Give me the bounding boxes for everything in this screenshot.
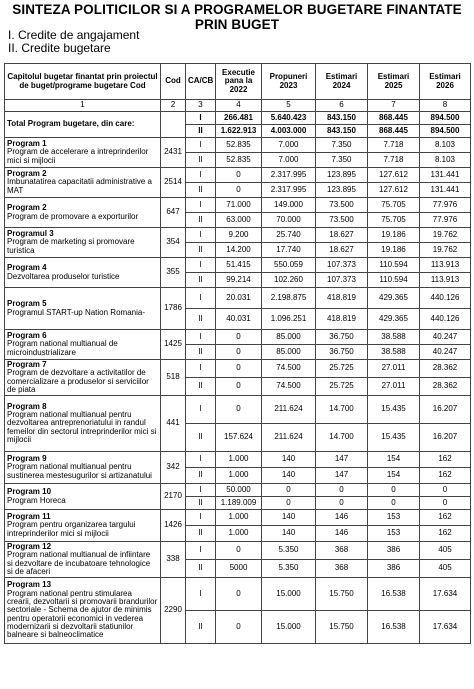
credit-type: I (186, 168, 216, 183)
estimari-2025-value: 429.365 (368, 288, 420, 309)
table-row (5, 360, 471, 378)
executie-value: 1.000 (216, 452, 262, 468)
estimari-2025-value: 27.011 (368, 378, 420, 396)
program-code: 338 (161, 542, 186, 578)
program-title: Program 9 (7, 453, 47, 463)
estimari-2024-value: 15.750 (316, 611, 368, 644)
estimari-2026-value: 0 (420, 484, 471, 497)
propuneri-value: 2.317.995 (262, 183, 316, 198)
propuneri-value: 15.000 (262, 611, 316, 644)
estimari-2025-value: 16.538 (368, 578, 420, 611)
estimari-2024-value: 147 (316, 452, 368, 468)
estimari-2025-value: 75.705 (368, 198, 420, 213)
executie-value: 40.031 (216, 309, 262, 330)
estimari-2026-value: 40.247 (420, 330, 471, 345)
estimari-2026-value: 162 (420, 452, 471, 468)
program-description: Program pentru organizarea targului intreprinderilor mici si mijlocii (7, 520, 136, 538)
table-row (5, 288, 471, 309)
propuneri-value: 17.740 (262, 243, 316, 258)
table-row (5, 484, 471, 497)
estimari-2025-value: 110.594 (368, 273, 420, 288)
subtitle-credite-bugetare: II. Credite bugetare (8, 41, 111, 55)
program-code: 2170 (161, 484, 186, 510)
estimari-2025-value: 127.612 (368, 183, 420, 198)
column-number: 2 (161, 100, 186, 112)
estimari-2024-value: 18.627 (316, 243, 368, 258)
estimari-2025-value: 15.435 (368, 396, 420, 424)
propuneri-value: 25.740 (262, 228, 316, 243)
program-title: Program 5 (7, 299, 47, 309)
executie-value: 1.000 (216, 510, 262, 526)
program-name-cell (5, 360, 161, 396)
table-row (5, 542, 471, 560)
program-code: 355 (161, 258, 186, 288)
program-name-cell (5, 112, 161, 138)
estimari-2024-value: 123.895 (316, 183, 368, 198)
estimari-2026-value: 8.103 (420, 138, 471, 153)
program-description: Program Horeca (7, 495, 66, 505)
executie-value: 14.200 (216, 243, 262, 258)
estimari-2026-value: 28.362 (420, 360, 471, 378)
estimari-2024-value: 123.895 (316, 168, 368, 183)
credit-type: II (186, 345, 216, 360)
executie-value: 0 (216, 360, 262, 378)
program-name-cell (5, 542, 161, 578)
program-name-cell (5, 168, 161, 198)
program-code: 1425 (161, 330, 186, 360)
executie-value: 63.000 (216, 213, 262, 228)
estimari-2024-value: 15.750 (316, 578, 368, 611)
program-code: 1426 (161, 510, 186, 542)
table-row (5, 510, 471, 526)
program-title: Program 6 (7, 330, 47, 340)
estimari-2025-value: 868.445 (368, 125, 420, 138)
estimari-2025-value: 0 (368, 484, 420, 497)
estimari-2024-value: 418.819 (316, 309, 368, 330)
propuneri-value: 85.000 (262, 345, 316, 360)
credit-type: I (186, 112, 216, 125)
credit-type: I (186, 258, 216, 273)
estimari-2026-value: 894.500 (420, 125, 471, 138)
propuneri-value: 1.096.251 (262, 309, 316, 330)
estimari-2025-value: 15.435 (368, 424, 420, 452)
program-name-cell (5, 396, 161, 452)
propuneri-value: 140 (262, 510, 316, 526)
executie-value: 0 (216, 396, 262, 424)
estimari-2025-value: 19.186 (368, 228, 420, 243)
estimari-2025-value: 0 (368, 497, 420, 510)
estimari-2024-value: 146 (316, 510, 368, 526)
credit-type: I (186, 288, 216, 309)
program-title: Programul 3 (7, 228, 54, 238)
propuneri-value: 140 (262, 526, 316, 542)
program-title: Program 2 (7, 168, 47, 178)
column-number: 4 (216, 100, 262, 112)
estimari-2024-value: 0 (316, 484, 368, 497)
credit-type: I (186, 542, 216, 560)
estimari-2026-value: 131.441 (420, 168, 471, 183)
program-name-cell (5, 138, 161, 168)
estimari-2024-value: 18.627 (316, 228, 368, 243)
propuneri-value: 5.640.423 (262, 112, 316, 125)
credit-type: II (186, 153, 216, 168)
executie-value: 50.000 (216, 484, 262, 497)
estimari-2024-value: 7.350 (316, 153, 368, 168)
estimari-2026-value: 40.247 (420, 345, 471, 360)
propuneri-value: 2.317.995 (262, 168, 316, 183)
program-code: 1786 (161, 288, 186, 330)
column-number: 7 (368, 100, 420, 112)
table-row (5, 330, 471, 345)
program-title: Program 2 (7, 203, 47, 213)
program-name-cell (5, 258, 161, 288)
program-title: Program 11 (7, 511, 51, 521)
program-code: 2514 (161, 168, 186, 198)
estimari-2026-value: 113.913 (420, 273, 471, 288)
program-name-cell (5, 198, 161, 228)
credit-type: II (186, 309, 216, 330)
credit-type: I (186, 396, 216, 424)
propuneri-value: 15.000 (262, 578, 316, 611)
executie-value: 20.031 (216, 288, 262, 309)
propuneri-value: 550.059 (262, 258, 316, 273)
estimari-2024-value: 843.150 (316, 112, 368, 125)
column-number: 5 (262, 100, 316, 112)
program-name-cell (5, 330, 161, 360)
credit-type: II (186, 243, 216, 258)
estimari-2025-value: 153 (368, 526, 420, 542)
column-number: 1 (5, 100, 161, 112)
header-cod: Cod (161, 64, 186, 100)
credit-type: II (186, 378, 216, 396)
estimari-2024-value: 843.150 (316, 125, 368, 138)
propuneri-value: 0 (262, 497, 316, 510)
column-number: 8 (420, 100, 471, 112)
estimari-2024-value: 36.750 (316, 330, 368, 345)
estimari-2025-value: 386 (368, 560, 420, 578)
credit-type: I (186, 578, 216, 611)
propuneri-value: 149.000 (262, 198, 316, 213)
program-name-cell (5, 288, 161, 330)
executie-value: 1.622.913 (216, 125, 262, 138)
program-description: Program national pentru stimularea crearii, dezvoltarii si promovarii brandurilor sectoriale - Schema de ajutor de minimis pentru operatorii economici in vederea modernizarii si dezvoltarii statiunilor balneare si balneoclimatice (7, 588, 158, 640)
program-description: Program national multianual de infiintare si dezvoltare de incubatoare tehnologice si de afaceri (7, 550, 151, 576)
credit-type: II (186, 468, 216, 484)
executie-value: 0 (216, 183, 262, 198)
estimari-2026-value: 19.762 (420, 243, 471, 258)
executie-value: 99.214 (216, 273, 262, 288)
executie-value: 0 (216, 578, 262, 611)
table-row (5, 112, 471, 125)
program-name-cell (5, 578, 161, 644)
estimari-2026-value: 440.126 (420, 288, 471, 309)
estimari-2026-value: 77.976 (420, 213, 471, 228)
credit-type: I (186, 360, 216, 378)
estimari-2026-value: 131.441 (420, 183, 471, 198)
program-name-cell (5, 510, 161, 542)
executie-value: 9.200 (216, 228, 262, 243)
estimari-2026-value: 440.126 (420, 309, 471, 330)
estimari-2025-value: 429.365 (368, 309, 420, 330)
executie-value: 1.189.009 (216, 497, 262, 510)
executie-value: 0 (216, 168, 262, 183)
program-code: 647 (161, 198, 186, 228)
estimari-2026-value: 17.634 (420, 611, 471, 644)
executie-value: 0 (216, 542, 262, 560)
estimari-2025-value: 27.011 (368, 360, 420, 378)
estimari-2026-value: 16.207 (420, 424, 471, 452)
credit-type: II (186, 125, 216, 138)
estimari-2024-value: 107.373 (316, 273, 368, 288)
credit-type: I (186, 484, 216, 497)
propuneri-value: 140 (262, 468, 316, 484)
credit-type: II (186, 611, 216, 644)
credit-type: I (186, 510, 216, 526)
header-executie: Executie pana la 2022 (216, 64, 262, 100)
subtitle-credite-angajament: I. Credite de angajament (8, 28, 140, 42)
estimari-2024-value: 25.725 (316, 378, 368, 396)
program-description: Programul START-up Nation Romania- (7, 307, 145, 317)
estimari-2025-value: 7.718 (368, 153, 420, 168)
estimari-2025-value: 153 (368, 510, 420, 526)
executie-value: 1.000 (216, 526, 262, 542)
credit-type: I (186, 198, 216, 213)
table-row (5, 258, 471, 273)
estimari-2025-value: 868.445 (368, 112, 420, 125)
executie-value: 51.415 (216, 258, 262, 273)
propuneri-value: 140 (262, 452, 316, 468)
credit-type: II (186, 560, 216, 578)
estimari-2024-value: 14.700 (316, 424, 368, 452)
program-title: Program 7 (7, 359, 47, 369)
estimari-2024-value: 368 (316, 542, 368, 560)
credit-type: II (186, 424, 216, 452)
program-code: 354 (161, 228, 186, 258)
program-title: Program 13 (7, 580, 52, 590)
document-title: SINTEZA POLITICILOR SI A PROGRAMELOR BUGETARE FINANTATE PRIN BUGET (12, 2, 462, 32)
header-row (5, 64, 471, 100)
column-number-row (5, 100, 471, 112)
header-propuneri: Propuneri 2023 (262, 64, 316, 100)
header-cacb: CA/CB (186, 64, 216, 100)
estimari-2024-value: 73.500 (316, 213, 368, 228)
estimari-2024-value: 107.373 (316, 258, 368, 273)
program-name-cell (5, 452, 161, 484)
propuneri-value: 4.003.000 (262, 125, 316, 138)
propuneri-value: 85.000 (262, 330, 316, 345)
table-row (5, 578, 471, 611)
estimari-2025-value: 16.538 (368, 611, 420, 644)
table-row (5, 198, 471, 213)
program-name-cell (5, 484, 161, 510)
credit-type: II (186, 273, 216, 288)
estimari-2026-value: 405 (420, 560, 471, 578)
estimari-2025-value: 75.705 (368, 213, 420, 228)
header-estimari-2024: Estimari 2024 (316, 64, 368, 100)
estimari-2026-value: 162 (420, 468, 471, 484)
column-number: 6 (316, 100, 368, 112)
estimari-2026-value: 405 (420, 542, 471, 560)
estimari-2026-value: 162 (420, 526, 471, 542)
table-row (5, 452, 471, 468)
credit-type: I (186, 138, 216, 153)
estimari-2026-value: 0 (420, 497, 471, 510)
estimari-2025-value: 127.612 (368, 168, 420, 183)
budget-table (4, 63, 471, 644)
credit-type: II (186, 497, 216, 510)
program-title: Program 10 (7, 487, 52, 497)
estimari-2026-value: 113.913 (420, 258, 471, 273)
program-description: Program de accelerare a intreprinderilor mici si mijlocii (7, 147, 149, 165)
executie-value: 52.835 (216, 138, 262, 153)
program-description: Program de promovare a exporturilor (7, 211, 139, 221)
executie-value: 157.624 (216, 424, 262, 452)
program-code: 518 (161, 360, 186, 396)
program-title: Program 8 (7, 401, 47, 411)
executie-value: 71.000 (216, 198, 262, 213)
propuneri-value: 5.350 (262, 542, 316, 560)
program-description: Program national multianual pentru sustinerea mestesugurilor si artizanatului (7, 462, 152, 480)
estimari-2024-value: 418.819 (316, 288, 368, 309)
program-description: Imbunatatirea capacitatii administrative a MAT (7, 177, 152, 195)
program-code: 441 (161, 396, 186, 452)
estimari-2024-value: 73.500 (316, 198, 368, 213)
estimari-2024-value: 14.700 (316, 396, 368, 424)
estimari-2025-value: 154 (368, 452, 420, 468)
table-row (5, 228, 471, 243)
propuneri-value: 0 (262, 484, 316, 497)
credit-type: I (186, 228, 216, 243)
estimari-2024-value: 147 (316, 468, 368, 484)
credit-type: I (186, 330, 216, 345)
propuneri-value: 2.198.875 (262, 288, 316, 309)
estimari-2024-value: 7.350 (316, 138, 368, 153)
estimari-2026-value: 8.103 (420, 153, 471, 168)
estimari-2024-value: 146 (316, 526, 368, 542)
header-program: Capitolul bugetar finantat prin proiectul de buget/programe bugetare Cod (5, 64, 161, 100)
table-row (5, 396, 471, 424)
propuneri-value: 211.624 (262, 424, 316, 452)
estimari-2024-value: 25.725 (316, 360, 368, 378)
estimari-2026-value: 28.362 (420, 378, 471, 396)
propuneri-value: 74.500 (262, 378, 316, 396)
executie-value: 266.481 (216, 112, 262, 125)
program-code: 2431 (161, 138, 186, 168)
executie-value: 0 (216, 611, 262, 644)
propuneri-value: 7.000 (262, 138, 316, 153)
credit-type: I (186, 452, 216, 468)
program-title: Program 12 (7, 541, 52, 551)
credit-type: II (186, 183, 216, 198)
estimari-2024-value: 36.750 (316, 345, 368, 360)
column-number: 3 (186, 100, 216, 112)
estimari-2026-value: 16.207 (420, 396, 471, 424)
program-code (161, 112, 186, 138)
table-row (5, 168, 471, 183)
executie-value: 1.000 (216, 468, 262, 484)
executie-value: 5000 (216, 560, 262, 578)
program-title: Program 4 (7, 263, 47, 273)
propuneri-value: 102.260 (262, 273, 316, 288)
estimari-2025-value: 7.718 (368, 138, 420, 153)
estimari-2026-value: 77.976 (420, 198, 471, 213)
estimari-2024-value: 368 (316, 560, 368, 578)
propuneri-value: 74.500 (262, 360, 316, 378)
propuneri-value: 7.000 (262, 153, 316, 168)
table-row (5, 138, 471, 153)
program-code: 2290 (161, 578, 186, 644)
estimari-2026-value: 894.500 (420, 112, 471, 125)
estimari-2025-value: 154 (368, 468, 420, 484)
program-description: Program de marketing si promovare turistica (7, 237, 135, 255)
estimari-2024-value: 0 (316, 497, 368, 510)
propuneri-value: 5.350 (262, 560, 316, 578)
executie-value: 0 (216, 378, 262, 396)
estimari-2026-value: 17.634 (420, 578, 471, 611)
program-description: Program national multianual pentru dezvoltarea antreprenoriatului in randul femeilor din sectorul intreprinderilor mici si mijlocii (7, 409, 157, 445)
estimari-2025-value: 386 (368, 542, 420, 560)
estimari-2025-value: 38.588 (368, 330, 420, 345)
program-title: Program 1 (7, 138, 47, 148)
estimari-2026-value: 162 (420, 510, 471, 526)
propuneri-value: 70.000 (262, 213, 316, 228)
estimari-2025-value: 19.186 (368, 243, 420, 258)
estimari-2026-value: 19.762 (420, 228, 471, 243)
executie-value: 0 (216, 330, 262, 345)
program-description: Program de dezvoltare a activitatilor de comercializare a produselor si serviciilor de piata (7, 368, 149, 394)
program-description: Program national multianual de microindustrializare (7, 339, 118, 357)
credit-type: II (186, 526, 216, 542)
executie-value: 52.835 (216, 153, 262, 168)
program-title: Total Program bugetare, din care: (7, 119, 135, 129)
propuneri-value: 211.624 (262, 396, 316, 424)
program-code: 342 (161, 452, 186, 484)
header-estimari-2026: Estimari 2026 (420, 64, 471, 100)
estimari-2025-value: 110.594 (368, 258, 420, 273)
program-description: Dezvoltarea produselor turistice (7, 271, 120, 281)
executie-value: 0 (216, 345, 262, 360)
header-estimari-2025: Estimari 2025 (368, 64, 420, 100)
credit-type: II (186, 213, 216, 228)
estimari-2025-value: 38.588 (368, 345, 420, 360)
program-name-cell (5, 228, 161, 258)
